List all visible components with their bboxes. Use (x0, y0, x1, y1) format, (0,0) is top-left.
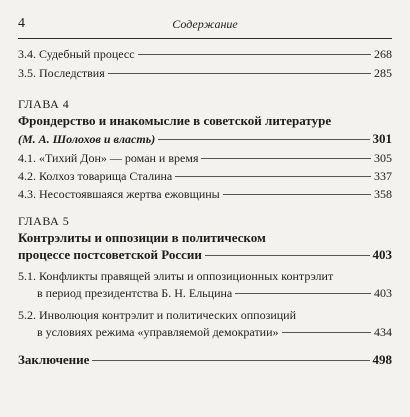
chapter-5-title-line2: процессе постсоветской России (18, 247, 202, 262)
dot-leader (223, 194, 371, 195)
dot-leader (201, 158, 371, 159)
entry-page: 285 (374, 66, 392, 80)
toc-entry-4-3[interactable] (18, 186, 392, 202)
entry-page: 358 (374, 187, 392, 201)
entry-number: 4.2. (18, 169, 36, 183)
toc-entry-5-1-line1[interactable] (18, 268, 333, 284)
dot-leader (158, 139, 369, 140)
chapter-5-title-line1[interactable]: Контрэлиты и оппозиции в политическом (18, 230, 266, 245)
entry-page: 403 (374, 286, 392, 300)
dot-leader (92, 360, 369, 361)
dot-leader (108, 73, 371, 74)
running-title: Содержание (172, 17, 238, 31)
page-header (18, 16, 392, 34)
entry-title-cont: в период президентства Б. Н. Ельцина (37, 286, 233, 300)
header-rule (18, 38, 392, 39)
entry-number: 3.5. (18, 66, 36, 80)
entry-page: 268 (374, 47, 392, 61)
entry-page: 337 (374, 169, 392, 183)
entry-title: Инволюция контрэлит и политических оппозиций (39, 308, 297, 322)
chapter-4-subtitle-row[interactable] (18, 131, 392, 147)
chapter-4-label: ГЛАВА 4 (18, 97, 70, 111)
toc-entry-5-1-line2[interactable] (37, 285, 392, 301)
toc-entry-4-1[interactable] (18, 150, 392, 166)
chapter-4-subtitle: (М. А. Шолохов и власть) (18, 132, 156, 146)
entry-page: 305 (374, 151, 392, 165)
conclusion-page: 498 (372, 352, 392, 367)
dot-leader (235, 293, 371, 294)
toc-entry-5-2-line1[interactable] (18, 307, 296, 323)
entry-number: 5.2. (18, 308, 36, 322)
entry-title-cont: в условиях режима «управляемой демократии» (37, 325, 279, 339)
chapter-5-page: 403 (372, 247, 392, 262)
toc-entry-3-4[interactable] (18, 46, 392, 62)
dot-leader (175, 176, 371, 177)
toc-entry-3-5[interactable] (18, 65, 392, 81)
toc-entry-conclusion[interactable] (18, 352, 392, 368)
entry-title: Конфликты правящей элиты и оппозиционных контрэлит (39, 269, 334, 283)
entry-number: 3.4. (18, 47, 36, 61)
dot-leader (205, 255, 370, 256)
entry-title: Колхоз товарища Сталина (39, 169, 173, 183)
chapter-5-label: ГЛАВА 5 (18, 214, 70, 228)
entry-page: 434 (374, 325, 392, 339)
entry-number: 5.1. (18, 269, 36, 283)
toc-entry-5-2-line2[interactable] (37, 324, 392, 340)
entry-title: Последствия (39, 66, 105, 80)
entry-title: Несостоявшаяся жертва ежовщины (39, 187, 220, 201)
dot-leader (282, 332, 371, 333)
entry-number: 4.1. (18, 151, 36, 165)
page-number: 4 (18, 16, 25, 31)
chapter-4-title[interactable]: Фрондерство и инакомыслие в советской литературе (18, 113, 332, 128)
toc-entry-4-2[interactable] (18, 168, 392, 184)
conclusion-title: Заключение (18, 352, 90, 367)
entry-title: Судебный процесс (39, 47, 135, 61)
chapter-5-title-row[interactable] (18, 247, 392, 263)
chapter-4-page: 301 (372, 131, 392, 146)
entry-title: «Тихий Дон» — роман и время (39, 151, 199, 165)
entry-number: 4.3. (18, 187, 36, 201)
dot-leader (138, 54, 371, 55)
